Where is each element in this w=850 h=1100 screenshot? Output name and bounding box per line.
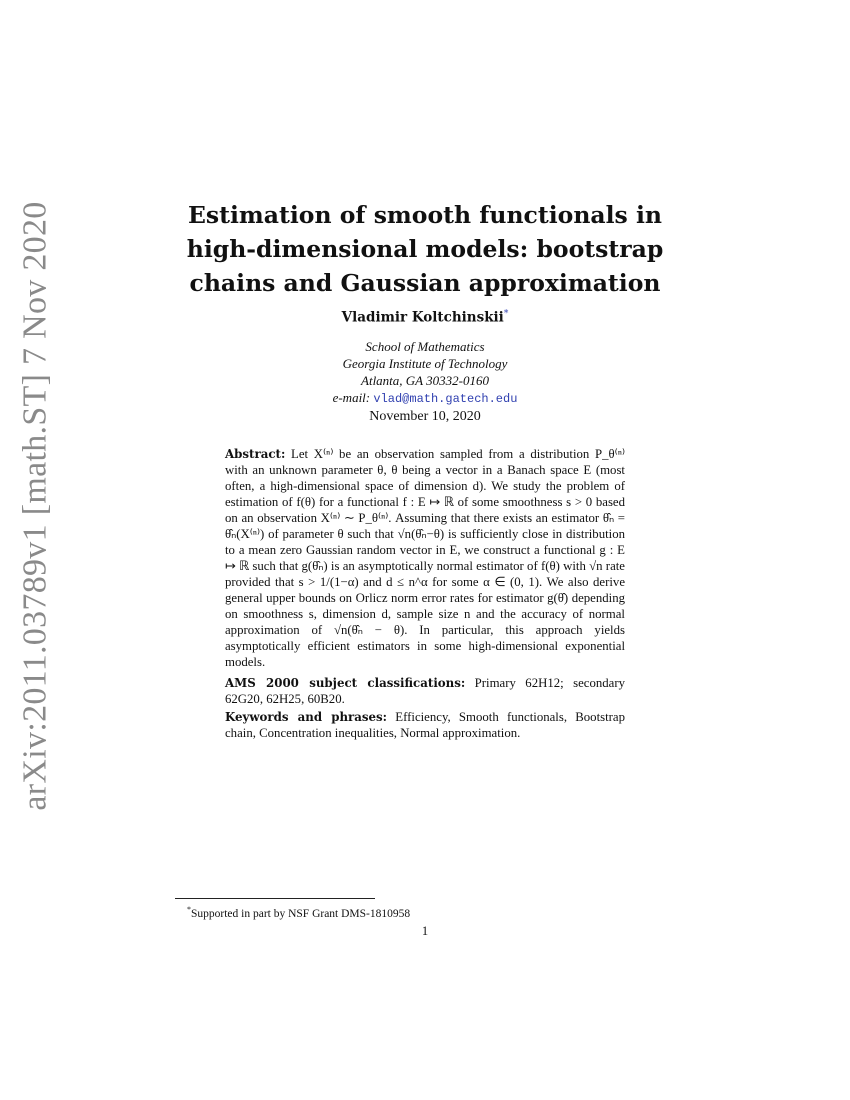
paper-title: Estimation of smooth functionals in high-dimensional models: bootstrap chains and Gaussian approximation <box>186 201 664 297</box>
arxiv-stamp-text: arXiv:2011.03789v1 [math.ST] 7 Nov 2020 <box>17 201 55 811</box>
author-footnote-mark[interactable]: * <box>503 309 509 319</box>
page-number: 1 <box>421 924 429 938</box>
arxiv-stamp <box>6 201 66 811</box>
footnote-rule <box>175 898 375 899</box>
affiliation <box>175 338 675 408</box>
abstract <box>225 446 625 670</box>
footnote <box>187 905 410 920</box>
affiliation-city: Atlanta, GA 30332-0160 <box>361 373 489 388</box>
affiliation-email <box>175 389 675 408</box>
paper-date: November 10, 2020 <box>369 409 481 424</box>
email-link[interactable]: vlad@math.gatech.edu <box>373 392 518 406</box>
author <box>175 309 675 326</box>
ams-label: AMS 2000 subject classifications: <box>225 676 466 690</box>
keywords <box>225 709 625 741</box>
abstract-text: Let X⁽ⁿ⁾ be an observation sampled from a distribution P_θ⁽ⁿ⁾ with an unknown parameter θ, θ being a vector in a Banach space E (most often, a high-dimensional space of dimension d). We study the problem of estimation of f(θ) for a functional f : E ↦ ℝ of some smoothness s > 0 based on an observation X⁽ⁿ⁾ ∼ P_θ⁽ⁿ⁾. Assuming that there exists an estimator θ̂ₙ = θ̂ₙ(X⁽ⁿ⁾) of parameter θ such that √n(θ̂ₙ−θ) is sufficiently close in distribution to a mean zero Gaussian random vector in E, we construct a functional g : E ↦ ℝ such that g(θ̂ₙ) is an asymptotically normal estimator of f(θ) with √n rate provided that s > 1/(1−α) and d ≤ n^α for some α ∈ (0, 1). We also derive general upper bounds on Orlicz norm error rates for estimator g(θ̂) depending on smoothness s, dimension d, sample size n and the accuracy of normal approximation of √n(θ̂ₙ − θ). In particular, this approach yields asymptotically efficient estimators in some high-dimensional exponential models. <box>225 447 625 669</box>
affiliation-dept: School of Mathematics <box>365 339 485 354</box>
abstract-label: Abstract: <box>225 447 286 461</box>
ams-text: Primary 62H12; secondary 62G20, 62H25, 60B20. <box>225 676 625 706</box>
email-label: e-mail: <box>332 390 371 405</box>
keywords-label: Keywords and phrases: <box>225 710 388 724</box>
footnote-text: Supported in part by NSF Grant DMS-1810958 <box>191 907 411 920</box>
ams-classifications <box>225 675 625 707</box>
affiliation-institution: Georgia Institute of Technology <box>342 356 508 371</box>
keywords-text: Efficiency, Smooth functionals, Bootstrap chain, Concentration inequalities, Normal approximation. <box>225 710 626 740</box>
author-name: Vladimir Koltchinskii <box>341 309 504 326</box>
footnote-mark: * <box>187 905 191 914</box>
